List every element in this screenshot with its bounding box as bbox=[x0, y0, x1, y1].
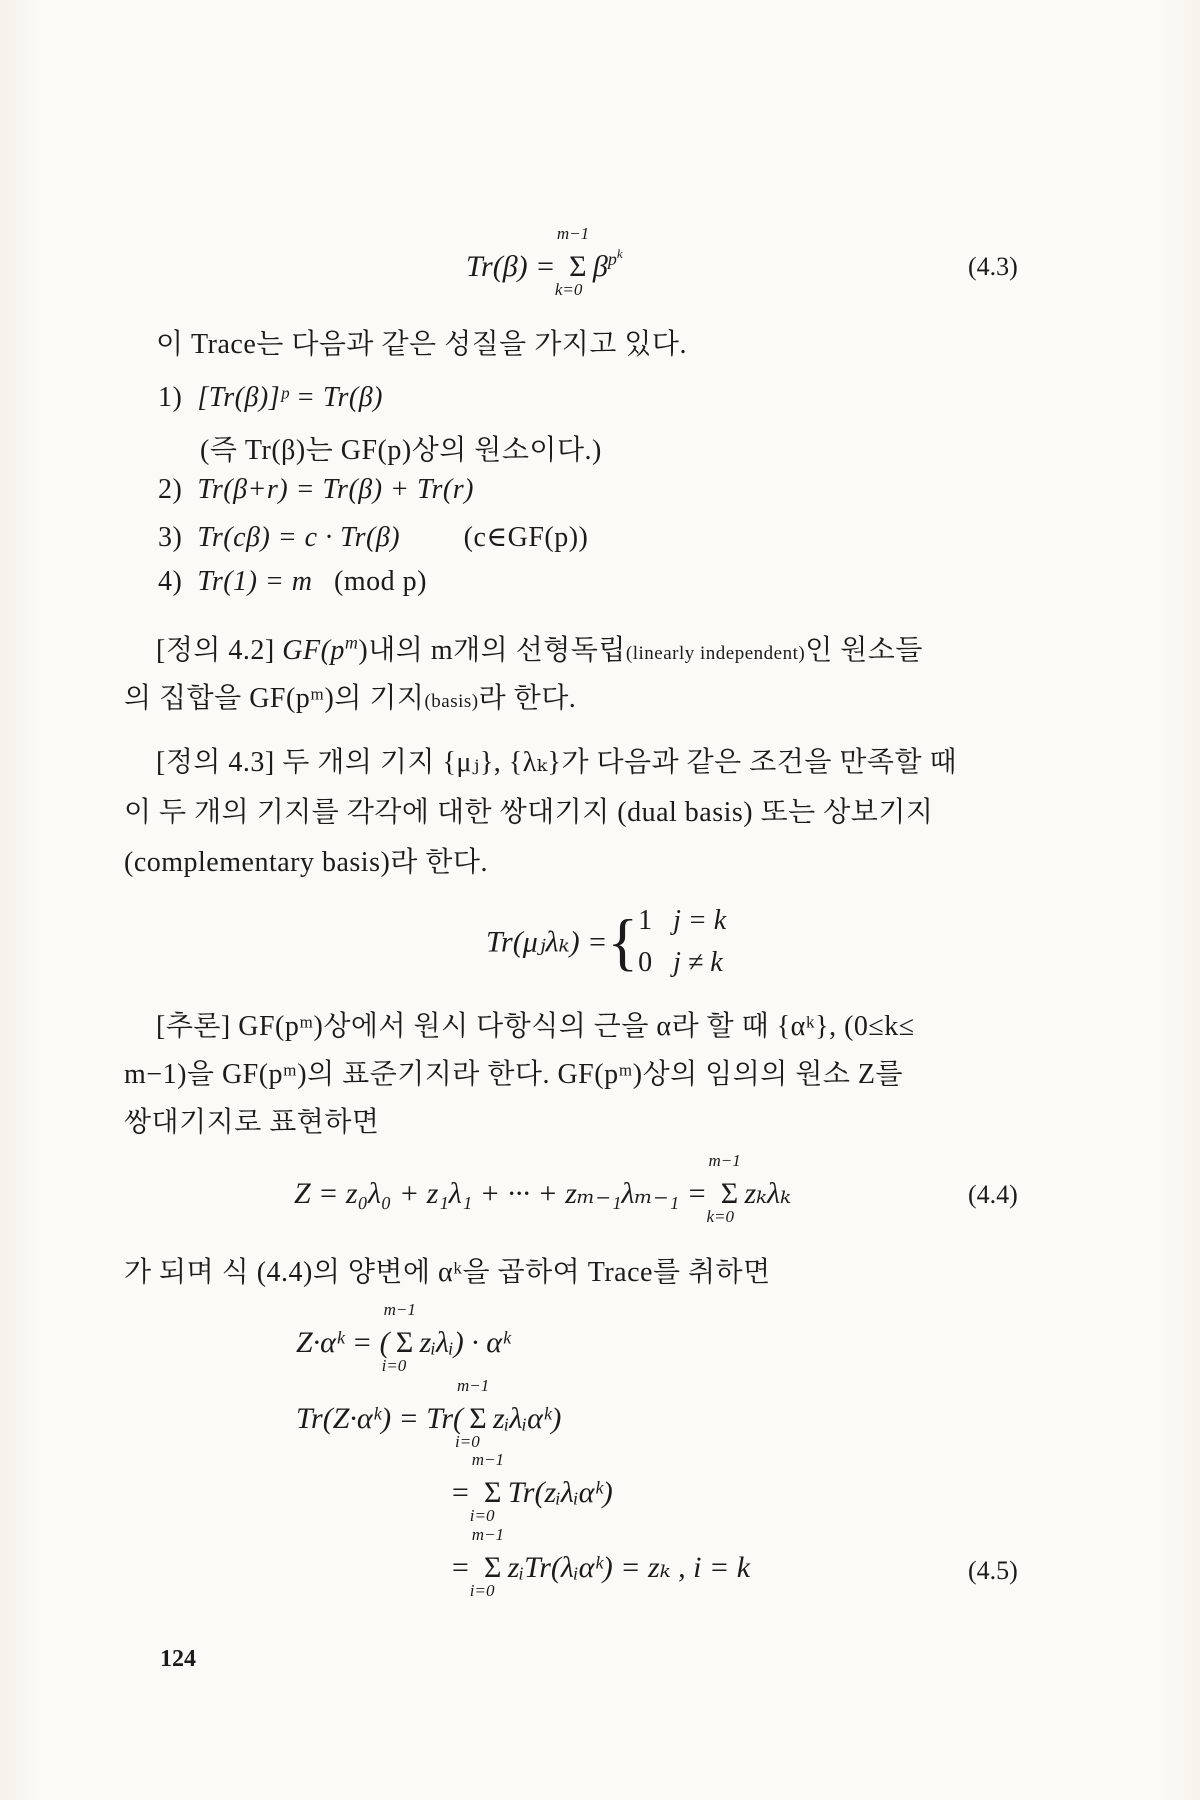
cases-block: 1 j = k 0 j ≠ k bbox=[638, 905, 727, 978]
text-after-4-4: 가 되며 식 (4.4)의 양변에 αᵏ을 곱하여 Trace를 취하면 bbox=[124, 1257, 771, 1288]
equation-z-alpha: Z·αᵏ = ( Σ m−1 i=0 zᵢλᵢ) · αᵏ bbox=[296, 1300, 511, 1375]
property-2: 2) Tr(β+r) = Tr(β) + Tr(r) bbox=[158, 474, 474, 505]
corollary-line-1: [추론] GF(pᵐ)상에서 원시 다항식의 근을 α라 할 때 {αᵏ}, (0≤k≤ bbox=[156, 1011, 915, 1042]
corollary-line-2: m−1)을 GF(pᵐ)의 표준기지라 한다. GF(pᵐ)상의 임의의 원소 Z를 bbox=[124, 1059, 904, 1090]
definition-4-3-line-2: 이 두 개의 기지를 각각에 대한 쌍대기지 (dual basis) 또는 상보기지 bbox=[124, 797, 934, 828]
equation-4-4: Z = z₀λ₀ + z₁λ₁ + ··· + zₘ₋₁λₘ₋₁ = Σ m−1 k=0 zₖλₖ bbox=[294, 1151, 792, 1226]
left-brace: { bbox=[607, 906, 639, 977]
property-3: 3) Tr(cβ) = c · Tr(β) (c∈GF(p)) bbox=[158, 522, 589, 553]
sum-operator: Σ m−1 k=0 bbox=[554, 224, 590, 299]
property-1-note: (즉 Tr(β)는 GF(p)상의 원소이다.) bbox=[200, 435, 602, 466]
page-number: 124 bbox=[160, 1646, 196, 1672]
definition-4-2-line-2: 의 집합을 GF(pᵐ)의 기지(basis)라 한다. bbox=[124, 683, 577, 714]
eq-4-3-lhs: Tr(β) = bbox=[466, 250, 556, 283]
equation-number-4-3: (4.3) bbox=[968, 252, 1018, 281]
definition-4-3-line-1: [정의 4.3] 두 개의 기지 {μⱼ}, {λₖ}가 다음과 같은 조건을 만족할 때 bbox=[156, 747, 958, 778]
equation-number-4-4: (4.4) bbox=[968, 1180, 1018, 1209]
property-4: 4) Tr(1) = m (mod p) bbox=[158, 566, 427, 597]
intro-sentence: 이 Trace는 다음과 같은 성질을 가지고 있다. bbox=[156, 329, 687, 360]
definition-4-2-line-1: [정의 4.2] $GF(p^m)$내의 m개의 선형독립(linearly independent)인 원소들 bbox=[156, 632, 923, 666]
equation-trace-2: = Σ m−1 i=0 Tr(zᵢλᵢαᵏ) bbox=[450, 1450, 613, 1525]
equation-number-4-5: (4.5) bbox=[968, 1556, 1018, 1585]
equation-trace-3: = Σ m−1 i=0 zᵢTr(λᵢαᵏ) = zₖ , i = k bbox=[450, 1525, 751, 1600]
equation-4-3: Tr(β) = Σ m−1 k=0 $\beta^{p^k}$ bbox=[466, 224, 623, 299]
sum-operator: Σ m−1 k=0 bbox=[706, 1151, 741, 1226]
sum-operator: Σ m−1 i=0 bbox=[381, 1300, 416, 1375]
definition-4-3-line-3: (complementary basis)라 한다. bbox=[124, 847, 488, 878]
property-1: 1) [Tr(β)]ᵖ = Tr(β) bbox=[158, 382, 383, 413]
equation-trace-1: Tr(Z·αᵏ) = Tr( Σ m−1 i=0 zᵢλᵢαᵏ) bbox=[296, 1376, 562, 1451]
equation-dual-basis-condition: Tr(μⱼλₖ) ={1 j = k 0 j ≠ k bbox=[486, 900, 726, 984]
sum-operator: Σ m−1 i=0 bbox=[469, 1450, 504, 1525]
corollary-line-3: 쌍대기지로 표현하면 bbox=[124, 1107, 380, 1138]
sum-operator: Σ m−1 i=0 bbox=[455, 1376, 490, 1451]
sum-operator: Σ m−1 i=0 bbox=[469, 1525, 504, 1600]
